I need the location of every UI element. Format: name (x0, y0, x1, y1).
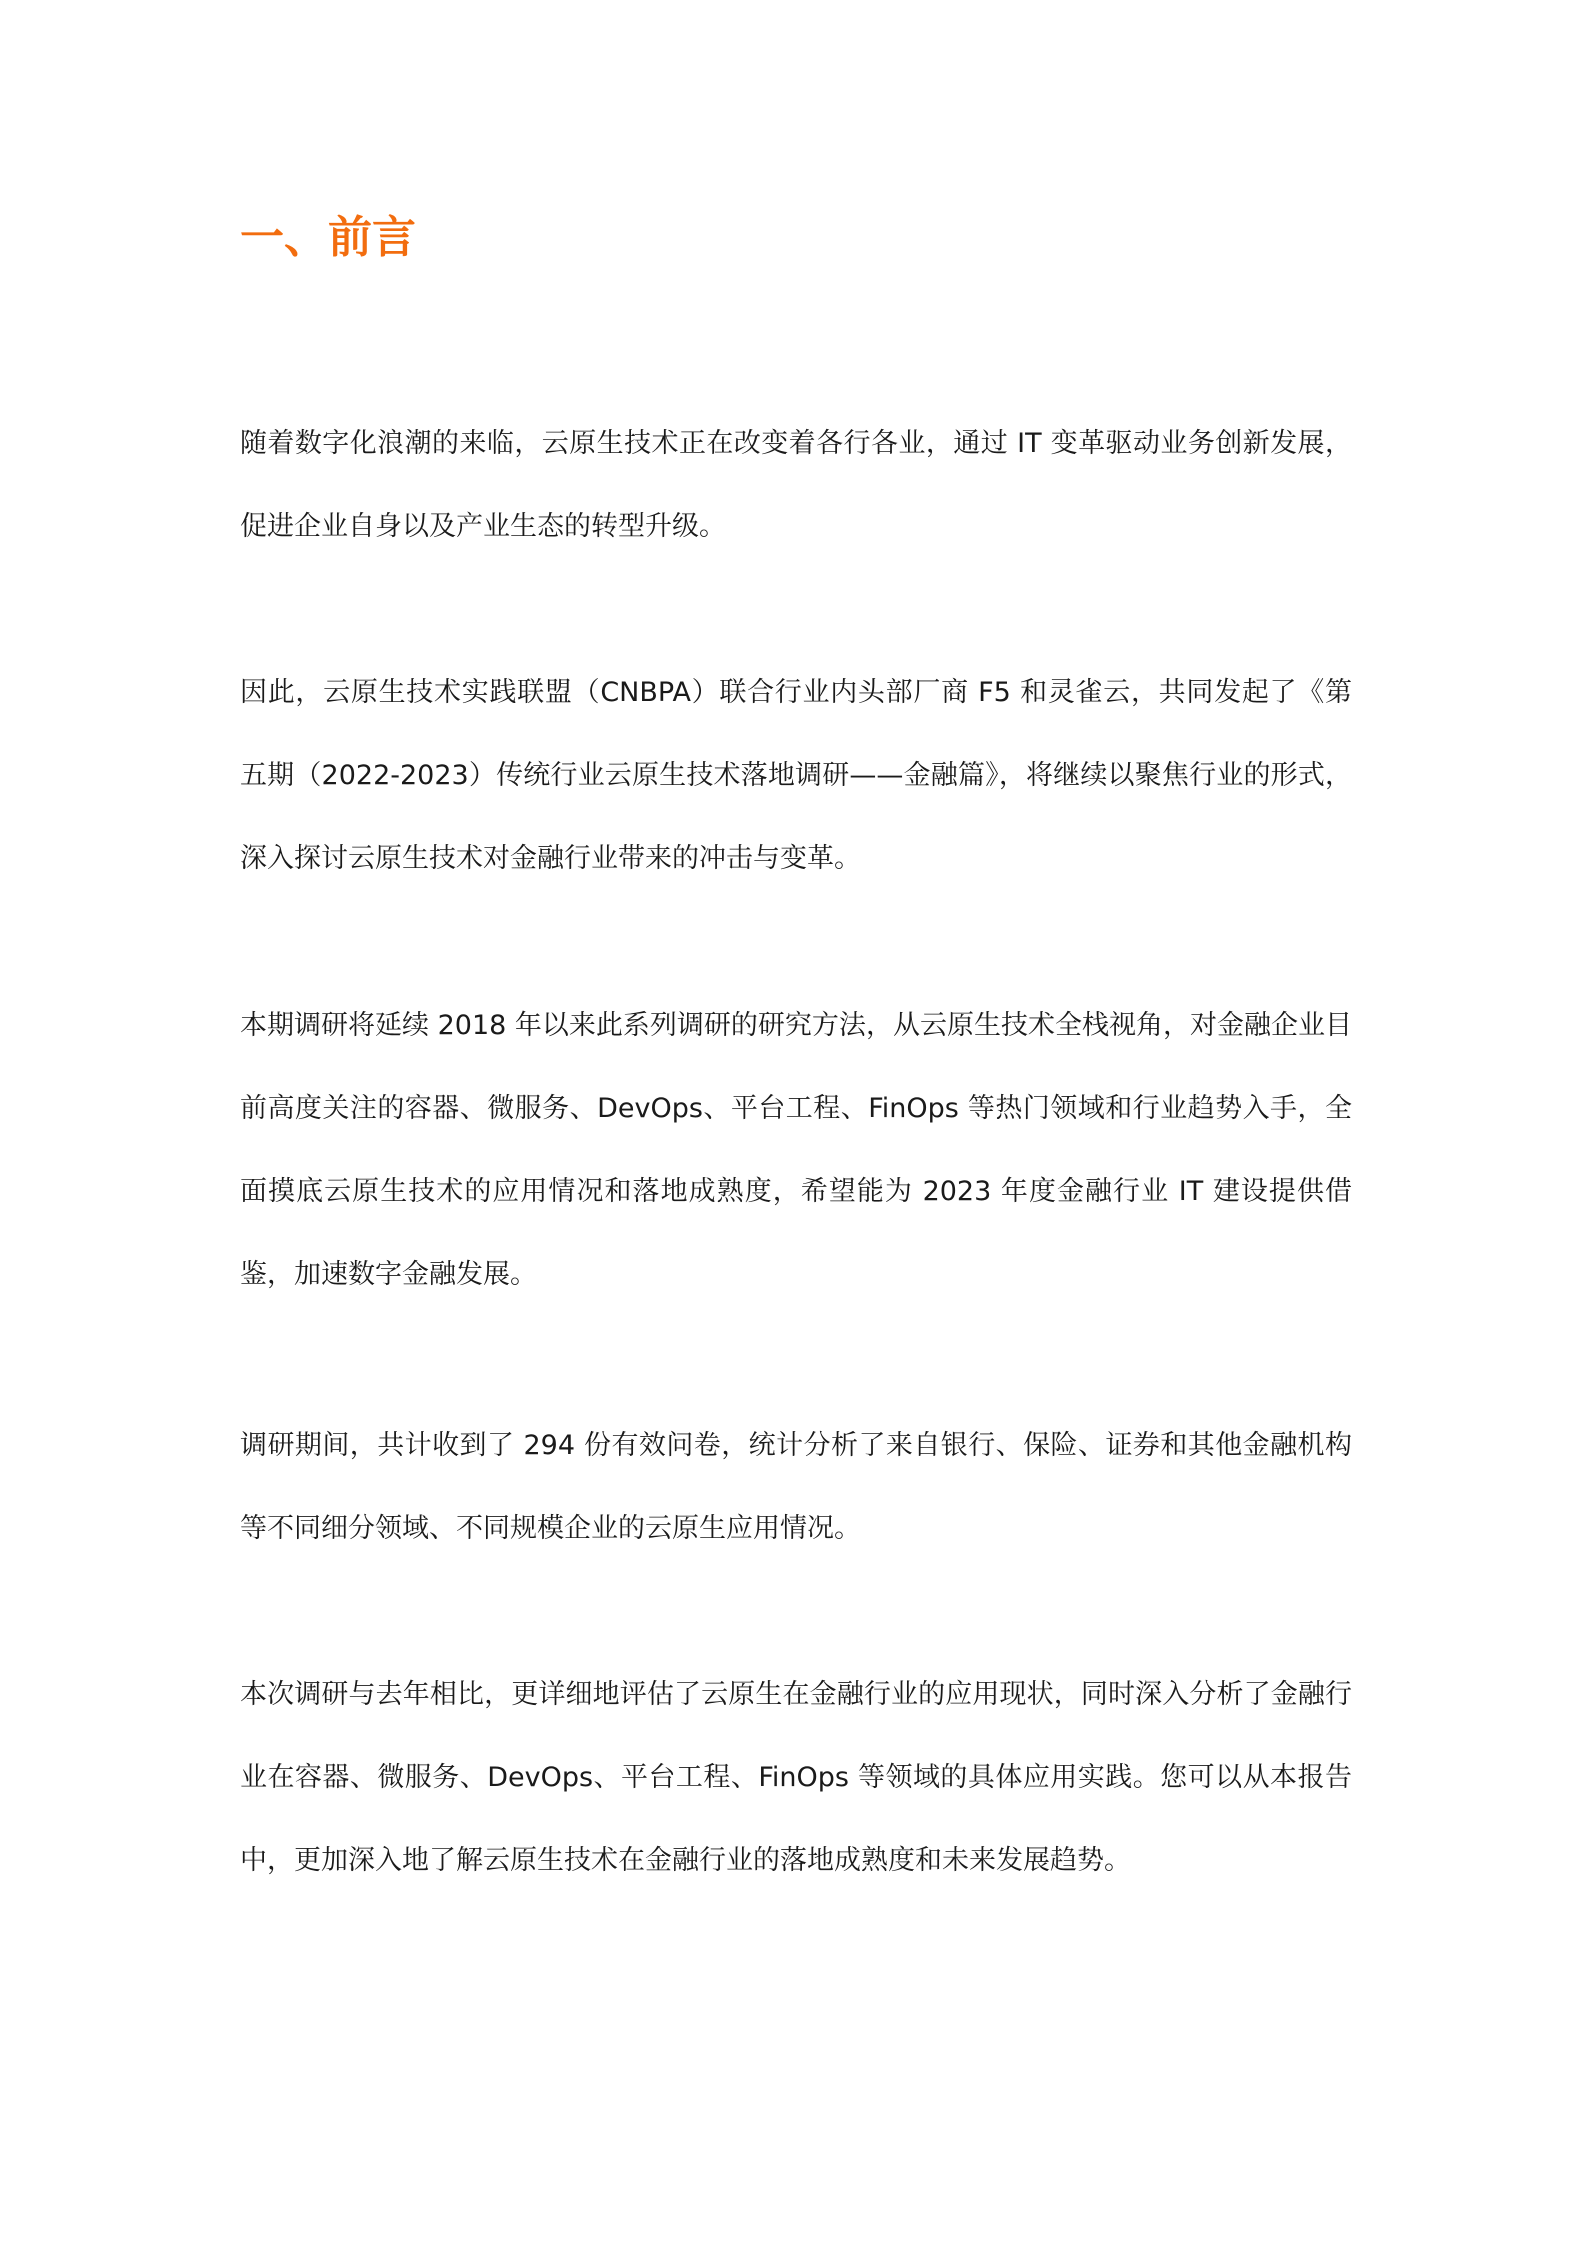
paragraph-initiative: 因此，云原生技术实践联盟（CNBPA）联合行业内头部厂商 F5 和灵雀云，共同发起了《第五期（2022-2023）传统行业云原生技术落地调研——金融篇》，将继续以聚焦行业的形式，深入探讨云原生技术对金融行业带来的冲击与变革。 (240, 677, 1352, 874)
paragraph-intro: 随着数字化浪潮的来临，云原生技术正在改变着各行各业，通过 IT 变革驱动业务创新发展，促进企业自身以及产业生态的转型升级。 (240, 428, 1352, 542)
paragraph-methodology: 本期调研将延续 2018 年以来此系列调研的研究方法，从云原生技术全栈视角，对金融企业目前高度关注的容器、微服务、DevOps、平台工程、FinOps 等热门领域和行业趋势入手，全面摸底云原生技术的应用情况和落地成熟度，希望能为 2023 年度金融行业 IT 建设提供借鉴，加速数字金融发展。 (240, 1010, 1352, 1290)
paragraph-comparison: 本次调研与去年相比，更详细地评估了云原生在金融行业的应用现状，同时深入分析了金融行业在容器、微服务、DevOps、平台工程、FinOps 等领域的具体应用实践。您可以从本报告中，更加深入地了解云原生技术在金融行业的落地成熟度和未来发展趋势。 (240, 1679, 1352, 1876)
paragraph-survey: 调研期间，共计收到了 294 份有效问卷，统计分析了来自银行、保险、证券和其他金融机构等不同细分领域、不同规模企业的云原生应用情况。 (240, 1430, 1352, 1544)
section-title: 一、前言 (240, 212, 416, 263)
